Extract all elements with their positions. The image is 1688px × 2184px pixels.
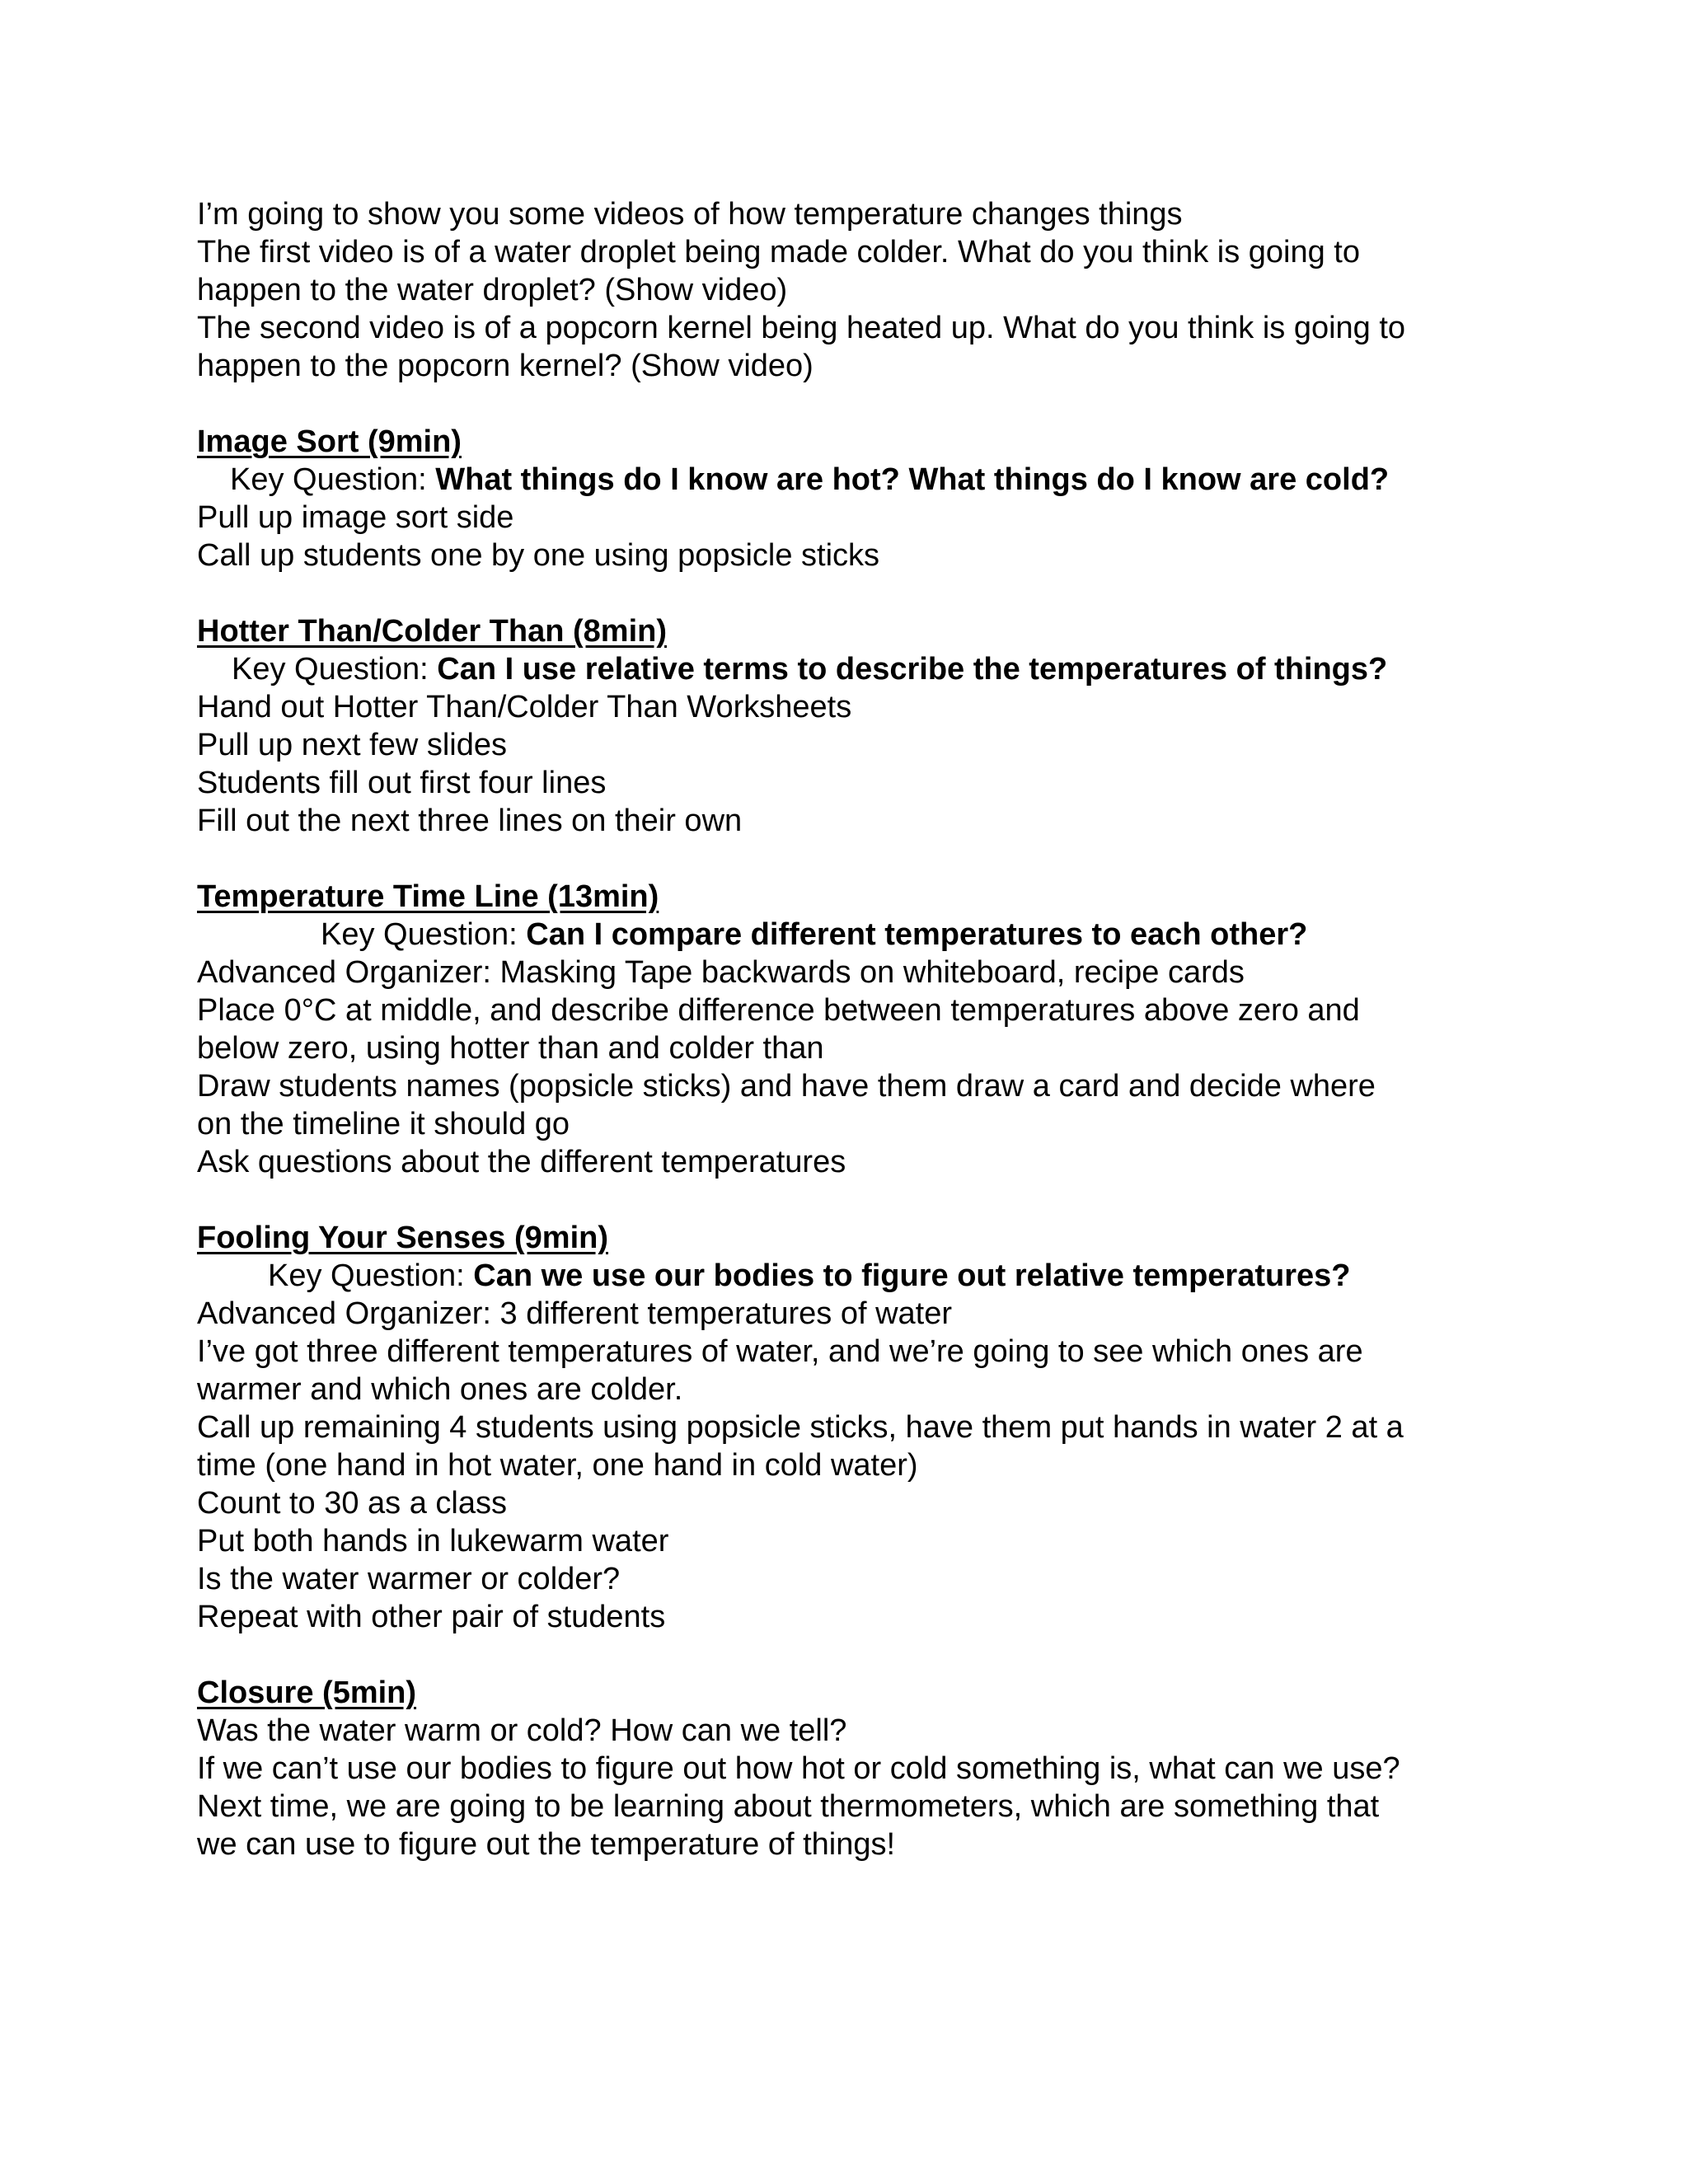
intro-line: The second video is of a popcorn kernel being heated up. What do you think is going to bbox=[197, 311, 1406, 345]
step-line: below zero, using hotter than and colder than bbox=[197, 1031, 824, 1066]
key-question-text: Can I use relative terms to describe the temperatures of things? bbox=[437, 652, 1388, 687]
section-heading: Fooling Your Senses (9min) bbox=[197, 1221, 608, 1255]
key-question bbox=[197, 461, 1483, 499]
step-line: Advanced Organizer: Masking Tape backwards on whiteboard, recipe cards bbox=[197, 955, 1245, 990]
section-fooling-your-senses bbox=[197, 1219, 1483, 1636]
step-line: I’ve got three different temperatures of water, and we’re going to see which ones are bbox=[197, 1334, 1363, 1369]
section-heading: Hotter Than/Colder Than (8min) bbox=[197, 614, 667, 649]
spacer bbox=[197, 574, 1483, 612]
step-line: Call up remaining 4 students using popsicle sticks, have them put hands in water 2 at a bbox=[197, 1410, 1404, 1445]
step-line: Next time, we are going to be learning about thermometers, which are something that bbox=[197, 1789, 1380, 1824]
intro-line: happen to the water droplet? (Show video) bbox=[197, 273, 788, 307]
section-image-sort bbox=[197, 423, 1483, 574]
step-line: Advanced Organizer: 3 different temperatures of water bbox=[197, 1296, 953, 1331]
intro-block bbox=[197, 195, 1483, 385]
key-question bbox=[197, 916, 1483, 954]
spacer bbox=[197, 1636, 1483, 1674]
step-line: Was the water warm or cold? How can we tell? bbox=[197, 1713, 847, 1748]
step-line: Pull up next few slides bbox=[197, 728, 507, 762]
step-line: Students fill out first four lines bbox=[197, 766, 607, 800]
spacer bbox=[197, 385, 1483, 423]
step-line: Ask questions about the different temperatures bbox=[197, 1145, 846, 1179]
step-line: warmer and which ones are colder. bbox=[197, 1372, 683, 1407]
step-line: on the timeline it should go bbox=[197, 1107, 570, 1141]
section-temperature-time-line bbox=[197, 878, 1483, 1181]
section-heading: Temperature Time Line (13min) bbox=[197, 879, 659, 914]
step-line: Call up students one by one using popsicle sticks bbox=[197, 538, 880, 573]
step-line: Draw students names (popsicle sticks) and have them draw a card and decide where bbox=[197, 1069, 1376, 1104]
key-question bbox=[197, 1257, 1483, 1295]
step-line: Put both hands in lukewarm water bbox=[197, 1524, 669, 1558]
key-question-label: Key Question: bbox=[232, 652, 438, 687]
section-heading: Closure (5min) bbox=[197, 1675, 417, 1710]
step-line: Count to 30 as a class bbox=[197, 1486, 507, 1521]
step-line: If we can’t use our bodies to figure out how hot or cold something is, what can we use? bbox=[197, 1751, 1400, 1786]
spacer bbox=[197, 840, 1483, 878]
intro-line: The first video is of a water droplet being made colder. What do you think is going to bbox=[197, 235, 1360, 269]
step-line: Hand out Hotter Than/Colder Than Worksheets bbox=[197, 690, 852, 724]
spacer bbox=[197, 1181, 1483, 1219]
key-question-text: What things do I know are hot? What things do I know are cold? bbox=[435, 462, 1390, 497]
intro-line: happen to the popcorn kernel? (Show video) bbox=[197, 349, 814, 383]
key-question bbox=[197, 650, 1483, 688]
key-question-text: Can I compare different temperatures to each other? bbox=[526, 917, 1308, 952]
step-line: time (one hand in hot water, one hand in cold water) bbox=[197, 1448, 918, 1483]
step-line: Is the water warmer or colder? bbox=[197, 1562, 621, 1596]
section-hotter-colder bbox=[197, 612, 1483, 840]
lesson-plan-page bbox=[197, 195, 1483, 1863]
step-line: Fill out the next three lines on their own bbox=[197, 804, 743, 838]
step-line: Pull up image sort side bbox=[197, 500, 514, 535]
key-question-text: Can we use our bodies to figure out relative temperatures? bbox=[473, 1258, 1351, 1293]
step-line: Repeat with other pair of students bbox=[197, 1600, 666, 1634]
key-question-label: Key Question: bbox=[230, 462, 436, 497]
section-closure bbox=[197, 1674, 1483, 1863]
intro-line: I’m going to show you some videos of how temperature changes things bbox=[197, 197, 1183, 232]
key-question-label: Key Question: bbox=[321, 917, 527, 952]
section-heading: Image Sort (9min) bbox=[197, 424, 462, 459]
key-question-label: Key Question: bbox=[268, 1258, 474, 1293]
step-line: we can use to figure out the temperature of things! bbox=[197, 1827, 896, 1862]
step-line: Place 0°C at middle, and describe difference between temperatures above zero and bbox=[197, 993, 1360, 1028]
